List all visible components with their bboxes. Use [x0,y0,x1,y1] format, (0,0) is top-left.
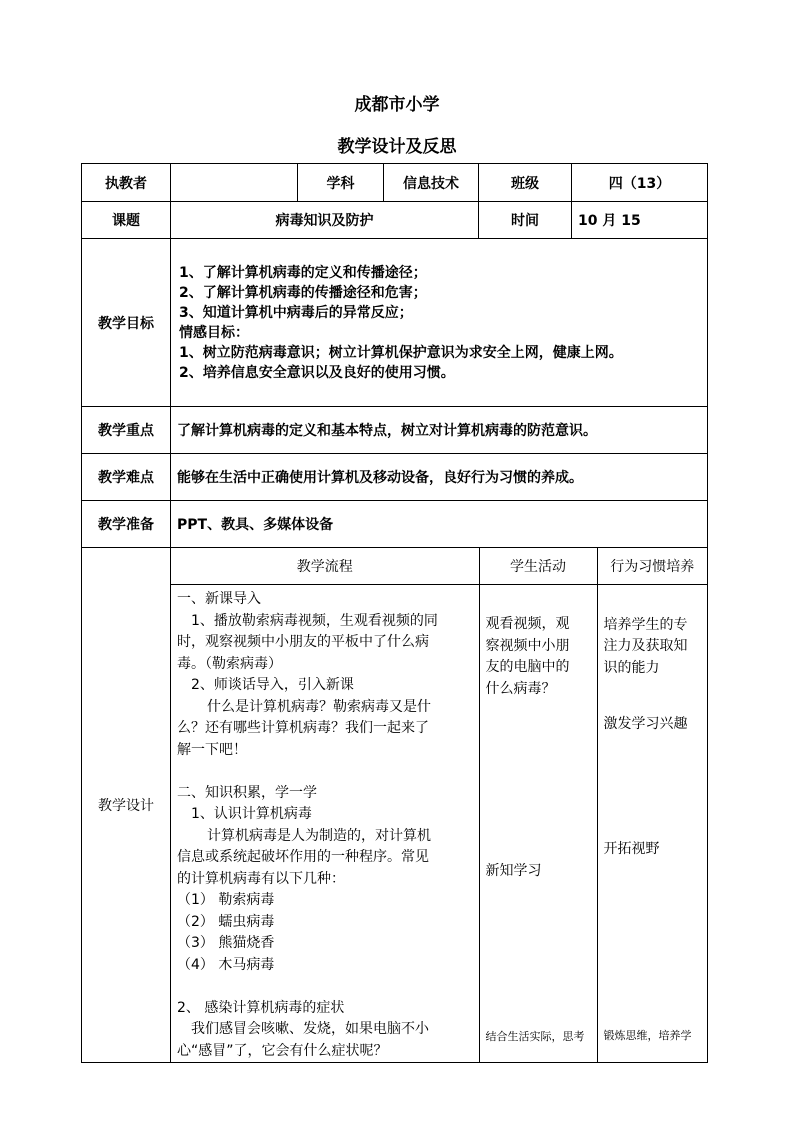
goal-line: 情感目标： [179,324,249,341]
key-points-value: 了解计算机病毒的定义和基本特点，树立对计算机病毒的防范意识。 [171,407,708,454]
habit-line: 注力及获取知 [603,638,688,654]
flow-line: 解一下吧！ [177,741,247,758]
key-points-label: 教学重点 [82,407,171,454]
topic-row [82,202,708,239]
teaching-flow [171,585,479,1063]
design-label: 教学设计 [82,548,171,1063]
habit-line: 培养学生的专 [603,616,688,633]
goal-line: 1、树立防范病毒意识；树立计算机保护意识为求安全上网，健康上网。 [179,344,623,361]
preparation-label: 教学准备 [82,501,171,548]
flow-line: 么？还有哪些计算机病毒？我们一起来了 [177,720,429,736]
habit-column-header: 行为习惯培养 [597,548,707,585]
topic-value: 病毒知识及防护 [171,202,479,239]
preparation-row [82,501,708,548]
habit-training [597,585,707,1063]
subject-label: 学科 [298,164,384,202]
flow-line: （3） 熊猫烧香 [177,935,275,951]
design-row [82,548,708,1063]
difficulties-row [82,454,708,501]
design-header-row [171,548,707,585]
goal-line: 2、培养信息安全意识以及良好的使用习惯。 [179,364,455,381]
flow-line: 1、播放勒索病毒视频，生观看视频的同 [191,612,438,629]
flow-line: 心“感冒”了，它会有什么症状呢？ [177,1042,388,1059]
subject-value: 信息技术 [384,164,479,202]
design-content [171,548,708,1063]
key-points-row [82,407,708,454]
flow-line: 2、 感染计算机病毒的症状 [177,999,345,1016]
habit-line: 识的能力 [603,659,660,676]
activity-line: 什么病毒？ [485,680,556,697]
habit-line: 激发学习兴趣 [603,716,688,732]
goals-row [82,239,708,407]
activity-line: 察视频中小朋 [485,637,570,654]
student-activity [479,585,597,1063]
difficulties-value: 能够在生活中正确使用计算机及移动设备，良好行为习惯的养成。 [171,454,708,501]
activity-line: 友的电脑中的 [485,659,570,675]
time-label: 时间 [479,202,572,239]
flow-line: 什么是计算机病毒？勒索病毒又是什 [207,698,431,715]
teacher-label: 执教者 [82,164,171,202]
goals-content [171,239,708,407]
design-inner-table [171,548,707,1062]
topic-label: 课题 [82,202,171,239]
flow-line: 一、新课导入 [177,591,261,607]
flow-line: （4） 木马病毒 [177,956,275,973]
document-title: 教学设计及反思 [337,137,457,157]
flow-line: 我们感冒会咳嗽、发烧，如果电脑不小 [191,1021,429,1037]
difficulties-label: 教学难点 [82,454,171,501]
flow-line: （1） 勒索病毒 [177,892,275,908]
activity-line: 新知学习 [485,863,542,879]
goal-line: 1、了解计算机病毒的定义和传播途径； [179,264,427,281]
time-value: 10 月 15 [572,202,708,239]
class-label: 班级 [479,164,572,202]
flow-line: 时，观察视频中小朋友的平板中了什么病 [177,634,429,650]
flow-line: 毒。（勒索病毒） [177,655,282,672]
activity-column-header: 学生活动 [479,548,597,585]
flow-line: 二、知识积累，学一学 [177,784,317,801]
header-row [82,164,708,202]
teacher-value [171,164,298,202]
goals-label: 教学目标 [82,239,171,407]
preparation-value: PPT、教具、多媒体设备 [171,501,708,548]
flow-line: （2） 蠕虫病毒 [177,913,275,930]
flow-line: 信息或系统起破坏作用的一种程序。常见 [177,849,429,865]
habit-line: 开拓视野 [603,840,660,857]
flow-line: 计算机病毒是人为制造的，对计算机 [207,827,431,844]
flow-column-header: 教学流程 [171,548,479,585]
activity-line: 观看视频，观 [485,616,570,632]
goal-line: 3、知道计算机中病毒后的异常反应； [179,304,413,321]
lesson-plan-table [81,163,708,1063]
flow-line: 的计算机病毒有以下几种： [177,870,345,887]
goal-line: 2、了解计算机病毒的传播途径和危害； [179,284,427,301]
design-body-row [171,585,707,1063]
class-value: 四（13） [572,164,708,202]
flow-line: 2、师谈话导入，引入新课 [191,677,354,693]
school-name: 成都市小学 [354,95,440,115]
habit-line: 锻炼思维，培养学 [603,1029,692,1042]
activity-line: 结合生活实际，思考 [485,1029,585,1043]
flow-line: 1、认识计算机病毒 [191,806,312,822]
